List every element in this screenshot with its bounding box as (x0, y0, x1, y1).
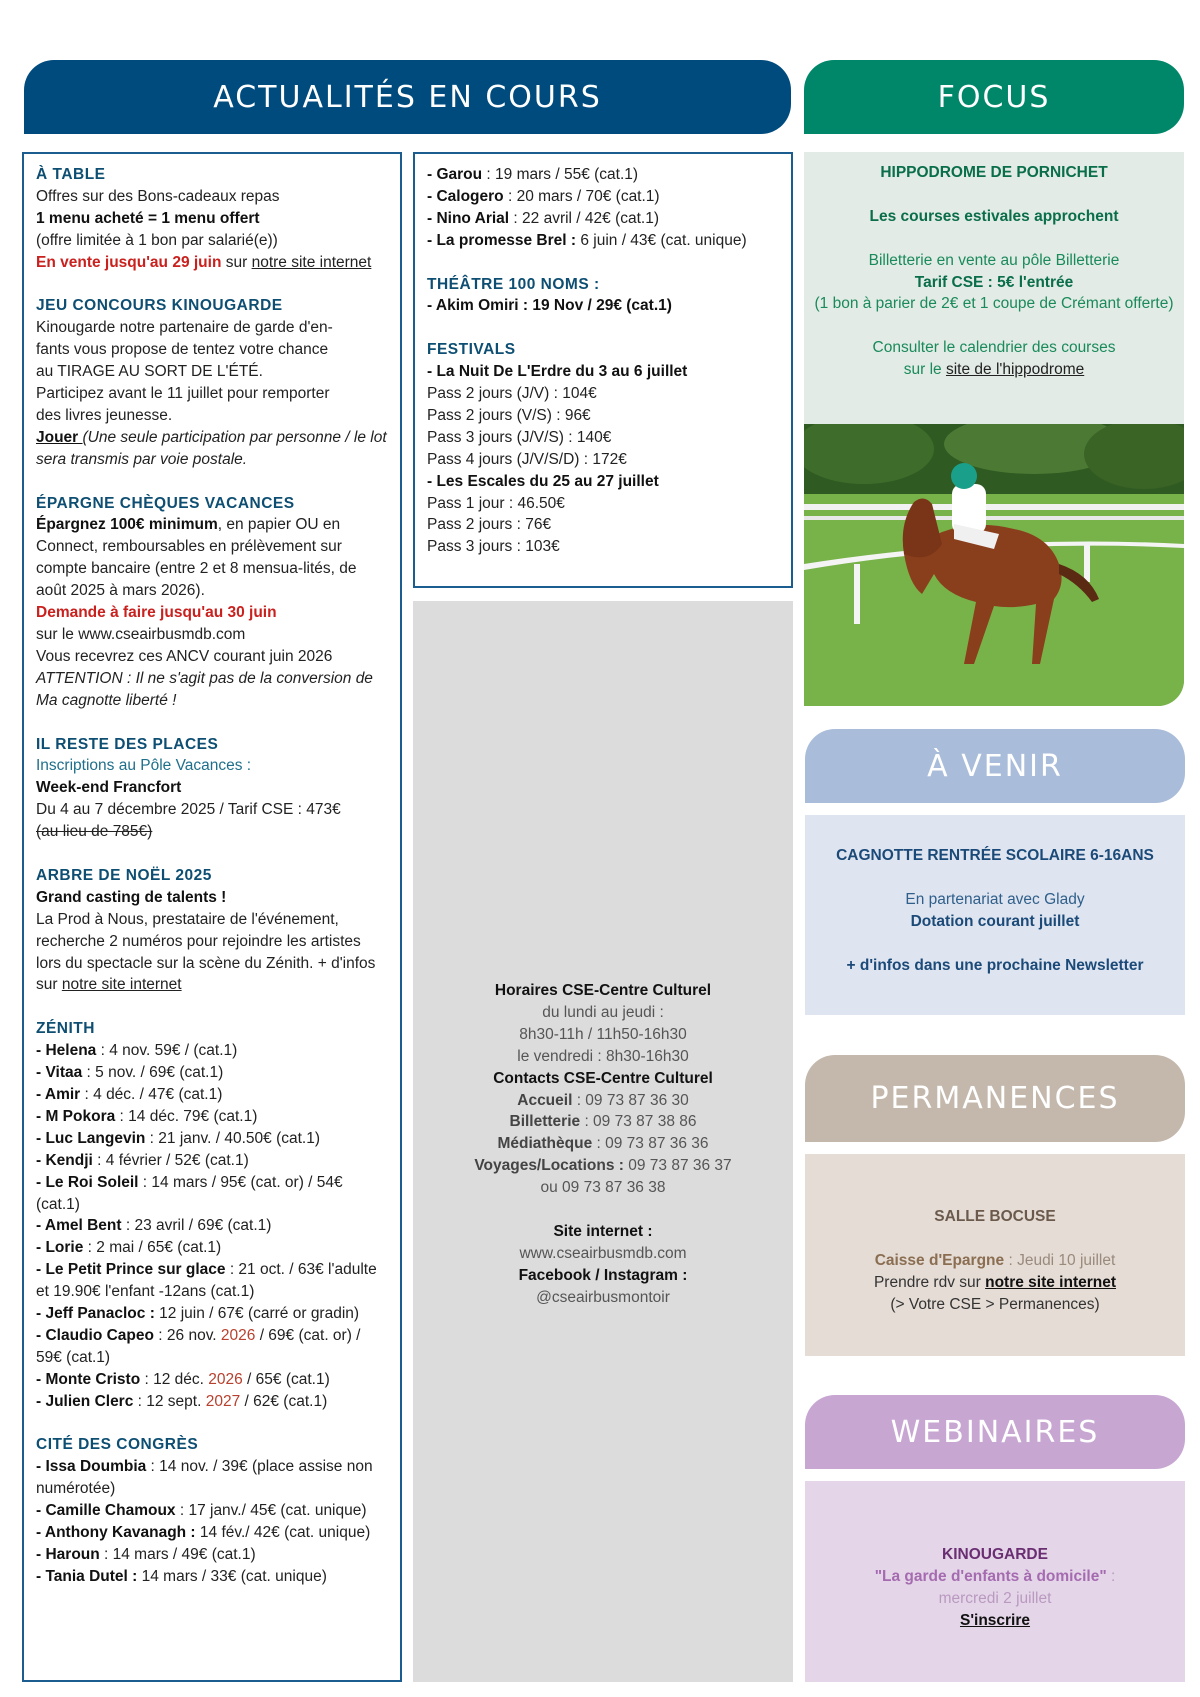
artist-name: - Calogero (427, 187, 504, 205)
contact-line (413, 1111, 793, 1133)
text-line: (> Votre CSE > Permanences) (890, 1295, 1100, 1313)
text-fragment: , en papier OU en Connect, remboursables en prélèvement sur compte bancaire (entre 2 et 8 mensua-lités, de août 2025 à mars 2026). (36, 516, 357, 600)
contact-phone: : 09 73 87 36 36 (592, 1135, 709, 1153)
congres-item (36, 1566, 390, 1588)
event-detail: : 17 janv./ 45€ (cat. unique) (175, 1502, 367, 1520)
contact-label: Accueil (517, 1091, 573, 1109)
text-line: 8h30-11h / 11h50-16h30 (519, 1025, 687, 1043)
text-line: Billetterie en vente au pôle Billetterie (868, 251, 1120, 269)
artist-name: - Le Petit Prince sur glace (36, 1261, 226, 1279)
text-line: Offres sur des Bons-cadeaux repas (36, 187, 280, 205)
contact-line (413, 1133, 793, 1155)
web-title: KINOUGARDE (942, 1546, 1048, 1563)
event-detail: : 14 déc. 79€ (cat.1) (115, 1107, 258, 1125)
event-detail: : 4 déc. / 47€ (cat.1) (80, 1085, 223, 1103)
hippodrome-link[interactable]: site de l'hippodrome (945, 361, 1085, 379)
artist-name: - Kendji (36, 1151, 93, 1169)
artist-name: - Camille Chamoux (36, 1502, 176, 1520)
contact-phone: : 09 73 87 36 30 (572, 1091, 689, 1109)
event-detail: 12 juin / 67€ (carré or gradin) (154, 1305, 360, 1323)
section-epargne (36, 493, 390, 712)
pass-item: Pass 1 jour : 46.50€ (427, 494, 565, 512)
event-detail: : 22 avril / 42€ (cat.1) (509, 209, 660, 227)
event-year: 2026 (208, 1370, 243, 1388)
event-detail: 6 juin / 43€ (cat. unique) (576, 231, 747, 249)
text-fragment: Prendre rdv sur (873, 1273, 986, 1291)
zenith-item (36, 1128, 390, 1150)
event-detail: : 4 nov. 59€ / (cat.1) (96, 1042, 238, 1060)
festival-pass-list (427, 493, 781, 559)
deadline-text: En vente jusqu'au 29 juin (36, 253, 222, 271)
artist-name: - Vitaa (36, 1064, 83, 1082)
text-fragment: : (1106, 1567, 1116, 1585)
artist-name: - Claudio Capeo (36, 1326, 154, 1344)
webinaires-title: WEBINAIRES (890, 1414, 1100, 1450)
venir-title: CAGNOTTE RENTRÉE SCOLAIRE 6-16ANS (836, 847, 1154, 864)
pass-item: Pass 2 jours (J/V) : 104€ (427, 385, 597, 403)
zenith-list (36, 1040, 390, 1412)
zenith-item (36, 1303, 390, 1325)
deadline-text: Demande à faire jusqu'au 30 juin (36, 604, 277, 622)
site-url[interactable]: www.cseairbusmdb.com (519, 1244, 687, 1262)
text-line: Grand casting de talents ! (36, 888, 227, 906)
old-price: (au lieu de 785€) (36, 823, 153, 841)
section-kinougarde (36, 295, 390, 470)
text-line: + d'infos dans une prochaine Newsletter (846, 956, 1144, 974)
event-detail: : 21 oct. / 63€ l'adulte et 19.90€ l'enfant -12ans (cat.1) (36, 1261, 377, 1301)
zenith-item (36, 1237, 390, 1259)
inscrire-link[interactable]: S'inscrire (959, 1611, 1031, 1629)
event-detail: : 12 sept. (133, 1392, 206, 1410)
horse-race-photo (804, 424, 1184, 706)
event-detail: 14 mars / 33€ (cat. unique) (137, 1567, 327, 1585)
text-fragment: sur (221, 253, 252, 271)
event-detail: : 26 nov. (153, 1326, 221, 1344)
focus-title: HIPPODROME DE PORNICHET (880, 164, 1108, 181)
site-link[interactable]: notre site internet (251, 253, 372, 271)
contact-phone: 09 73 87 36 37 (623, 1157, 732, 1175)
focus-title: FOCUS (937, 79, 1051, 115)
a-venir-header (805, 729, 1185, 803)
zenith-item (36, 1391, 390, 1413)
event-detail: : 14 mars / 95€ (cat. or) / 54€ (cat.1) (36, 1173, 343, 1213)
webinaires-header (805, 1395, 1185, 1469)
text-line: au TIRAGE AU SORT DE L'ÉTÉ. (36, 363, 263, 381)
contact-line (413, 1090, 793, 1112)
text-line: sur le www.cseairbusmdb.com (36, 626, 246, 643)
contact-line (413, 1155, 793, 1177)
actualites-column-1 (22, 152, 402, 1682)
concert-item (427, 164, 781, 186)
section-title: JEU CONCOURS KINOUGARDE (36, 297, 283, 315)
tarif-text: Tarif CSE : 5€ l'entrée (914, 273, 1074, 291)
festival-name: - La Nuit De L'Erdre du 3 au 6 juillet (427, 363, 688, 381)
zenith-item (36, 1084, 390, 1106)
text-line (815, 1566, 1175, 1588)
event-detail: : 14 nov. / 39€ (place assise non numérotée) (36, 1458, 373, 1498)
section-festivals (427, 339, 781, 558)
text-fragment: "La garde d'enfants à domicile" (874, 1567, 1107, 1585)
section-noel (36, 865, 390, 996)
congres-item (36, 1500, 390, 1522)
congres-item (36, 1522, 390, 1544)
event-detail: : 20 mars / 70€ (cat.1) (503, 187, 660, 205)
note-text: ATTENTION : Il ne s'agit pas de la conversion de Ma cagnotte liberté ! (36, 669, 373, 709)
text-line: des livres jeunesse. (36, 406, 173, 424)
artist-name: - Nino Arial (427, 209, 510, 227)
pass-item: Pass 4 jours (J/V/S/D) : 172€ (427, 450, 627, 468)
text-line (814, 359, 1174, 381)
festival-name: - Les Escales du 25 au 27 juillet (427, 472, 659, 490)
text-line: Vous recevrez ces ANCV courant juin 2026 (36, 647, 333, 665)
text-line (815, 1272, 1175, 1294)
text-fragment: : Jeudi 10 juillet (1004, 1251, 1116, 1269)
text-line (36, 252, 390, 274)
congres-list (36, 1456, 390, 1587)
contacts-title: Contacts CSE-Centre Culturel (493, 1069, 713, 1087)
text-line: Dotation courant juillet (910, 912, 1080, 930)
section-title: ÉPARGNE CHÈQUES VACANCES (36, 494, 295, 512)
text-line: En partenariat avec Glady (905, 890, 1085, 908)
event-detail: : 2 mai / 65€ (cat.1) (83, 1239, 222, 1257)
event-year: 2027 (205, 1392, 241, 1410)
artist-name: - Tania Dutel : (36, 1567, 138, 1585)
concert-item (427, 186, 781, 208)
contact-panel (413, 601, 793, 1682)
text-line: (offre limitée à 1 bon par salarié(e)) (36, 231, 278, 249)
horaires-title: Horaires CSE-Centre Culturel (494, 982, 712, 999)
event-detail: : 19 mars / 55€ (cat.1) (482, 166, 639, 183)
actualites-header (24, 60, 791, 134)
event-detail: : 12 déc. (140, 1370, 209, 1388)
pass-item: Pass 3 jours : 103€ (427, 538, 560, 556)
text-line (815, 1250, 1175, 1272)
artist-name: - Garou (427, 166, 483, 183)
section-title: FESTIVALS (427, 341, 516, 359)
pass-item: Pass 2 jours (V/S) : 96€ (427, 406, 591, 424)
a-venir-panel (805, 815, 1185, 1015)
webinaires-panel (805, 1481, 1185, 1682)
text-fragment: sur le (903, 361, 946, 379)
event-detail: : 23 avril / 69€ (cat.1) (121, 1217, 272, 1235)
text-line: 1 menu acheté = 1 menu offert (36, 209, 260, 227)
section-congres (36, 1434, 390, 1587)
text-line (36, 427, 390, 471)
zenith-item (36, 1172, 390, 1216)
text-line: Week-end Francfort (36, 779, 182, 797)
text-line: mercredi 2 juillet (938, 1589, 1052, 1607)
section-title: IL RESTE DES PLACES (36, 735, 219, 753)
section-theatre (427, 274, 781, 318)
congres-item (36, 1544, 390, 1566)
zenith-item (36, 1040, 390, 1062)
text-line: le vendredi : 8h30-16h30 (517, 1047, 689, 1065)
artist-name: - Amel Bent (36, 1217, 122, 1235)
actualites-title: ACTUALITÉS EN COURS (213, 79, 602, 115)
zenith-item (36, 1259, 390, 1303)
contact-label: Voyages/Locations : (474, 1157, 624, 1175)
event-detail: / 65€ (cat.1) (242, 1370, 330, 1388)
artist-name: - La promesse Brel : (427, 231, 577, 249)
note-text: (Une seule participation par personne / le lot sera transmis par voie postale. (36, 428, 387, 468)
text-fragment: Caisse d'Epargne (874, 1251, 1005, 1269)
event-detail: / 69€ (cat. or) / 59€ (cat.1) (36, 1326, 361, 1366)
pass-item: Pass 2 jours : 76€ (427, 516, 552, 534)
contact-phone: : 09 73 87 38 86 (580, 1113, 697, 1131)
section-places (36, 734, 390, 844)
section-title: THÉÂTRE 100 NOMS : (427, 275, 600, 293)
contact-label: Médiathèque (497, 1135, 593, 1153)
artist-name: - Luc Langevin (36, 1129, 146, 1147)
social-handle[interactable]: @cseairbusmontoir (536, 1288, 670, 1306)
text-line: - Akim Omiri : 19 Nov / 29€ (cat.1) (427, 297, 672, 315)
text-paragraph (36, 514, 390, 602)
concert-list (427, 164, 781, 252)
event-detail: : 5 nov. / 69€ (cat.1) (82, 1064, 224, 1082)
event-detail: / 62€ (cat.1) (240, 1392, 328, 1410)
text-line: Du 4 au 7 décembre 2025 / Tarif CSE : 473€ (36, 801, 341, 819)
concert-item (427, 208, 781, 230)
actualites-column-2 (413, 152, 793, 588)
artist-name: - Julien Clerc (36, 1392, 134, 1410)
text-line: Consulter le calendrier des courses (872, 339, 1116, 357)
focus-subtitle: Les courses estivales approchent (869, 207, 1119, 225)
jouer-link[interactable]: Jouer (36, 428, 83, 446)
text-line: (1 bon à parier de 2€ et 1 coupe de Crémant offerte) (814, 295, 1174, 313)
zenith-item (36, 1325, 390, 1369)
section-zenith (36, 1018, 390, 1412)
rdv-link[interactable]: notre site internet (985, 1273, 1117, 1291)
artist-name: - Haroun (36, 1546, 100, 1563)
contact-phone: ou 09 73 87 36 38 (540, 1179, 666, 1197)
pass-item: Pass 3 jours (J/V/S) : 140€ (427, 428, 612, 446)
artist-name: - Le Roi Soleil (36, 1173, 139, 1191)
section-title: ZÉNITH (36, 1020, 95, 1038)
artist-name: - Lorie (36, 1239, 84, 1257)
social-label: Facebook / Instagram : (518, 1266, 688, 1284)
text-line: du lundi au jeudi : (542, 1003, 664, 1021)
artist-name: - Jeff Panacloc : (36, 1305, 155, 1323)
event-detail: : 14 mars / 49€ (cat.1) (99, 1546, 256, 1563)
artist-name: - M Pokora (36, 1107, 116, 1125)
permanences-header (805, 1055, 1185, 1142)
site-label: Site internet : (553, 1222, 653, 1240)
zenith-item (36, 1062, 390, 1084)
zenith-item (36, 1215, 390, 1237)
congres-item (36, 1456, 390, 1500)
permanences-title: PERMANENCES (870, 1081, 1120, 1116)
section-a-table (36, 164, 390, 274)
festival-pass-list (427, 383, 781, 471)
artist-name: - Amir (36, 1085, 81, 1103)
text-line: Inscriptions au Pôle Vacances : (36, 757, 252, 775)
zenith-item (36, 1150, 390, 1172)
section-title: À TABLE (36, 166, 106, 183)
artist-name: - Issa Doumbia (36, 1458, 147, 1476)
text-fragment: La Prod à Nous, prestataire de l'événement, recherche 2 numéros pour rejoindre les artistes lors du spectacle sur la scène du Zénith. + d'infos sur (36, 910, 376, 994)
permanences-panel (805, 1154, 1185, 1356)
text-paragraph (36, 909, 390, 997)
zenith-item (36, 1369, 390, 1391)
a-venir-title: À VENIR (927, 748, 1063, 784)
artist-name: - Anthony Kavanagh : (36, 1524, 196, 1542)
text-line: fants vous propose de tentez votre chance (36, 341, 329, 359)
event-detail: 14 fév./ 42€ (cat. unique) (195, 1524, 371, 1542)
concert-item (427, 230, 781, 252)
focus-panel (804, 152, 1184, 424)
zenith-item (36, 1106, 390, 1128)
artist-name: - Helena (36, 1042, 97, 1060)
contact-label: Billetterie (509, 1113, 581, 1131)
site-link[interactable]: notre site internet (61, 976, 182, 994)
event-year: 2026 (220, 1326, 256, 1344)
section-title: CITÉ DES CONGRÈS (36, 1436, 199, 1454)
focus-header (804, 60, 1184, 134)
perm-title: SALLE BOCUSE (934, 1208, 1056, 1225)
event-detail: : 21 janv. / 40.50€ (cat.1) (145, 1129, 320, 1147)
section-title: ARBRE DE NOËL 2025 (36, 866, 212, 884)
event-detail: : 4 février / 52€ (cat.1) (92, 1151, 249, 1169)
text-fragment: Épargnez 100€ minimum (36, 516, 218, 534)
text-line: Kinougarde notre partenaire de garde d'en- (36, 319, 333, 337)
artist-name: - Monte Cristo (36, 1370, 141, 1388)
text-line: Participez avant le 11 juillet pour remporter (36, 385, 330, 403)
